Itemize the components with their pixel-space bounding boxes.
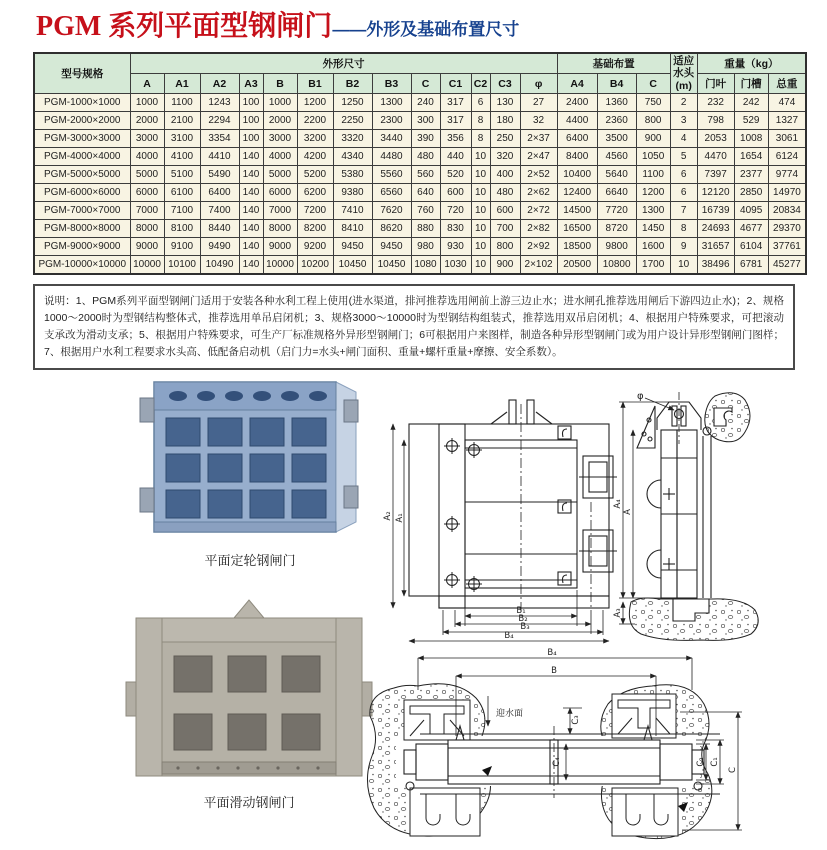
- value-cell: 900: [490, 256, 520, 275]
- water-face-label: 迎水面: [496, 709, 524, 719]
- col-header-C: C: [411, 74, 440, 94]
- value-cell: 14970: [768, 184, 806, 202]
- value-cell: 3100: [164, 130, 200, 148]
- value-cell: 5200: [297, 166, 333, 184]
- dim-label-a2: A₂: [383, 511, 393, 521]
- value-cell: 3320: [333, 130, 372, 148]
- value-cell: 6100: [164, 184, 200, 202]
- value-cell: 1700: [636, 256, 670, 275]
- front-elevation-svg: [383, 384, 827, 646]
- value-cell: 5560: [372, 166, 411, 184]
- dim-label-a1: A₁: [395, 513, 405, 523]
- value-cell: 100: [239, 112, 263, 130]
- frame-left-post: [136, 618, 162, 776]
- value-cell: 10450: [372, 256, 411, 275]
- dim-label-c: C: [728, 767, 738, 773]
- col-header-A: A: [130, 74, 164, 94]
- value-cell: 3061: [768, 130, 806, 148]
- value-cell: 38496: [697, 256, 734, 275]
- value-cell: 2400: [557, 94, 597, 112]
- sliding-gate-image: [116, 598, 382, 788]
- table-row: [34, 148, 806, 166]
- value-cell: 4: [670, 130, 697, 148]
- value-cell: 9490: [200, 238, 239, 256]
- value-cell: 798: [697, 112, 734, 130]
- value-cell: 1080: [411, 256, 440, 275]
- value-cell: 5000: [130, 166, 164, 184]
- value-cell: 6124: [768, 148, 806, 166]
- col-header-B3: B3: [372, 74, 411, 94]
- value-cell: 4480: [372, 148, 411, 166]
- value-cell: 1600: [636, 238, 670, 256]
- dim-label-b4: B₄: [504, 631, 514, 641]
- value-cell: 12400: [557, 184, 597, 202]
- col-model-spec: 型号规格: [34, 53, 130, 94]
- value-cell: 720: [440, 202, 471, 220]
- value-cell: 4560: [597, 148, 636, 166]
- value-cell: 130: [490, 94, 520, 112]
- value-cell: 6: [670, 166, 697, 184]
- model-cell: PGM-4000×4000: [34, 148, 130, 166]
- value-cell: 8620: [372, 220, 411, 238]
- value-cell: 2300: [372, 112, 411, 130]
- frame-right-post: [336, 618, 362, 776]
- value-cell: 9450: [333, 238, 372, 256]
- model-cell: PGM-7000×7000: [34, 202, 130, 220]
- value-cell: 400: [490, 166, 520, 184]
- photo-sliding-gate: [116, 598, 382, 793]
- col-header-B1: B1: [297, 74, 333, 94]
- value-cell: 7200: [297, 202, 333, 220]
- value-cell: 9800: [597, 238, 636, 256]
- value-cell: 14500: [557, 202, 597, 220]
- value-cell: 29370: [768, 220, 806, 238]
- table-row: [34, 130, 806, 148]
- value-cell: 6200: [297, 184, 333, 202]
- value-cell: 6400: [557, 130, 597, 148]
- value-cell: 529: [734, 112, 768, 130]
- value-cell: 6000: [263, 184, 297, 202]
- table-row: [34, 184, 806, 202]
- value-cell: 4200: [297, 148, 333, 166]
- value-cell: 7100: [164, 202, 200, 220]
- value-cell: 6781: [734, 256, 768, 275]
- value-cell: 10490: [200, 256, 239, 275]
- value-cell: 474: [768, 94, 806, 112]
- header-row-1: [34, 53, 806, 74]
- dim-label-c2: C₂: [696, 757, 706, 767]
- value-cell: 8000: [130, 220, 164, 238]
- value-cell: 356: [440, 130, 471, 148]
- spec-table: [33, 52, 807, 275]
- spec-table-body: [34, 94, 806, 275]
- value-cell: 4095: [734, 202, 768, 220]
- concrete-lintel: [705, 393, 750, 442]
- value-cell: 100: [239, 130, 263, 148]
- value-cell: 1300: [372, 94, 411, 112]
- notes-box: [33, 284, 795, 370]
- col-head-range: 适应水头(m): [670, 53, 697, 94]
- value-cell: 6400: [200, 184, 239, 202]
- value-cell: 4470: [697, 148, 734, 166]
- value-cell: 12120: [697, 184, 734, 202]
- value-cell: 1250: [333, 94, 372, 112]
- value-cell: 10200: [297, 256, 333, 275]
- side-view-lines: [629, 392, 758, 640]
- value-cell: 140: [239, 238, 263, 256]
- dim-label-c4: C₄: [552, 757, 562, 767]
- gate-bottom-rail: [154, 522, 336, 532]
- value-cell: 2: [670, 94, 697, 112]
- dim-label-b3: B₃: [520, 622, 530, 632]
- value-cell: 1100: [636, 166, 670, 184]
- value-cell: 10: [471, 220, 490, 238]
- model-cell: PGM-3000×3000: [34, 130, 130, 148]
- value-cell: 7000: [130, 202, 164, 220]
- value-cell: 750: [636, 94, 670, 112]
- front-elevation-drawing: [383, 384, 827, 651]
- photo2-caption: 平面滑动钢闸门: [203, 795, 295, 810]
- dim-label-b-plan: B: [551, 666, 557, 676]
- value-cell: 3000: [130, 130, 164, 148]
- value-cell: 600: [490, 202, 520, 220]
- value-cell: 760: [411, 202, 440, 220]
- value-cell: 10: [670, 256, 697, 275]
- title-sub: ——外形及基础布置尺寸: [332, 20, 520, 39]
- value-cell: 3200: [297, 130, 333, 148]
- col-header-A3: A3: [239, 74, 263, 94]
- value-cell: 2200: [297, 112, 333, 130]
- value-cell: 3354: [200, 130, 239, 148]
- table-row: [34, 256, 806, 275]
- bottom-seal: [162, 762, 336, 774]
- value-cell: 7410: [333, 202, 372, 220]
- table-row: [34, 238, 806, 256]
- col-header-总重: 总重: [768, 74, 806, 94]
- dim-label-b1: B₁: [516, 606, 526, 616]
- photo1-caption: 平面定轮钢闸门: [204, 553, 296, 568]
- title-main: PGM 系列平面型钢闸门: [36, 11, 333, 42]
- value-cell: 2×47: [520, 148, 557, 166]
- value-cell: 37761: [768, 238, 806, 256]
- value-cell: 2×72: [520, 202, 557, 220]
- value-cell: 930: [440, 238, 471, 256]
- value-cell: 8100: [164, 220, 200, 238]
- value-cell: 10100: [164, 256, 200, 275]
- value-cell: 480: [490, 184, 520, 202]
- value-cell: 2000: [263, 112, 297, 130]
- value-cell: 240: [411, 94, 440, 112]
- value-cell: 4000: [130, 148, 164, 166]
- value-cell: 800: [490, 238, 520, 256]
- col-header-A4: A4: [557, 74, 597, 94]
- table-row: [34, 112, 806, 130]
- value-cell: 2000: [130, 112, 164, 130]
- value-cell: 5380: [333, 166, 372, 184]
- value-cell: 232: [697, 94, 734, 112]
- value-cell: 100: [239, 94, 263, 112]
- front-view-lines: [409, 400, 617, 620]
- value-cell: 10: [471, 238, 490, 256]
- value-cell: 24693: [697, 220, 734, 238]
- value-cell: 250: [490, 130, 520, 148]
- table-row: [34, 166, 806, 184]
- value-cell: 9000: [130, 238, 164, 256]
- value-cell: 2100: [164, 112, 200, 130]
- value-cell: 8: [471, 112, 490, 130]
- value-cell: 1008: [734, 130, 768, 148]
- value-cell: 2377: [734, 166, 768, 184]
- value-cell: 2250: [333, 112, 372, 130]
- col-header-B: B: [263, 74, 297, 94]
- value-cell: 1300: [636, 202, 670, 220]
- value-cell: 140: [239, 256, 263, 275]
- value-cell: 1450: [636, 220, 670, 238]
- col-header-门槽: 门槽: [734, 74, 768, 94]
- value-cell: 6: [471, 94, 490, 112]
- value-cell: 9200: [297, 238, 333, 256]
- value-cell: 980: [411, 238, 440, 256]
- value-cell: 140: [239, 148, 263, 166]
- value-cell: 7000: [263, 202, 297, 220]
- value-cell: 800: [636, 112, 670, 130]
- frame-left-tab: [126, 682, 136, 716]
- value-cell: 8400: [557, 148, 597, 166]
- value-cell: 10800: [597, 256, 636, 275]
- col-header-A2: A2: [200, 74, 239, 94]
- value-cell: 7397: [697, 166, 734, 184]
- col-header-门叶: 门叶: [697, 74, 734, 94]
- col-header-C3: C3: [490, 74, 520, 94]
- value-cell: 3440: [372, 130, 411, 148]
- col-header-A1: A1: [164, 74, 200, 94]
- value-cell: 2×92: [520, 238, 557, 256]
- value-cell: 900: [636, 130, 670, 148]
- photo-fixed-wheel-gate: [128, 370, 372, 553]
- front-dim-labels: [383, 391, 644, 641]
- model-cell: PGM-2000×2000: [34, 112, 130, 130]
- value-cell: 7400: [200, 202, 239, 220]
- value-cell: 10000: [263, 256, 297, 275]
- model-cell: PGM-5000×5000: [34, 166, 130, 184]
- table-row: [34, 94, 806, 112]
- dim-label-b4-plan: B₄: [547, 648, 557, 658]
- value-cell: 10: [471, 166, 490, 184]
- value-cell: 1243: [200, 94, 239, 112]
- value-cell: 3000: [263, 130, 297, 148]
- frame-top-beam: [136, 618, 362, 642]
- col-group-weight: 重量（kg）: [697, 53, 806, 74]
- value-cell: 5100: [164, 166, 200, 184]
- value-cell: 700: [490, 220, 520, 238]
- value-cell: 45277: [768, 256, 806, 275]
- value-cell: 10: [471, 184, 490, 202]
- value-cell: 27: [520, 94, 557, 112]
- col-header-C2: C2: [471, 74, 490, 94]
- value-cell: 1360: [597, 94, 636, 112]
- value-cell: 6560: [372, 184, 411, 202]
- value-cell: 9: [670, 238, 697, 256]
- value-cell: 1030: [440, 256, 471, 275]
- value-cell: 8: [670, 220, 697, 238]
- value-cell: 390: [411, 130, 440, 148]
- value-cell: 480: [411, 148, 440, 166]
- value-cell: 3500: [597, 130, 636, 148]
- value-cell: 5640: [597, 166, 636, 184]
- value-cell: 10450: [333, 256, 372, 275]
- value-cell: 3: [670, 112, 697, 130]
- col-header-C1: C1: [440, 74, 471, 94]
- value-cell: 6: [670, 184, 697, 202]
- value-cell: 4340: [333, 148, 372, 166]
- value-cell: 140: [239, 166, 263, 184]
- value-cell: 8200: [297, 220, 333, 238]
- value-cell: 2850: [734, 184, 768, 202]
- value-cell: 1000: [130, 94, 164, 112]
- value-cell: 317: [440, 94, 471, 112]
- value-cell: 8440: [200, 220, 239, 238]
- dim-label-c3: C₃: [571, 715, 581, 725]
- value-cell: 8720: [597, 220, 636, 238]
- value-cell: 1327: [768, 112, 806, 130]
- value-cell: 1654: [734, 148, 768, 166]
- dim-label-a4: A₄: [613, 499, 623, 509]
- model-cell: PGM-1000×1000: [34, 94, 130, 112]
- value-cell: 4677: [734, 220, 768, 238]
- value-cell: 1100: [164, 94, 200, 112]
- page-title: [36, 4, 519, 44]
- value-cell: 2360: [597, 112, 636, 130]
- value-cell: 9000: [263, 238, 297, 256]
- col-group-outline: 外形尺寸: [130, 53, 557, 74]
- col-header-B4: B4: [597, 74, 636, 94]
- col-header-C: C: [636, 74, 670, 94]
- value-cell: 440: [440, 148, 471, 166]
- table-row: [34, 220, 806, 238]
- value-cell: 140: [239, 202, 263, 220]
- value-cell: 242: [734, 94, 768, 112]
- value-cell: 7620: [372, 202, 411, 220]
- value-cell: 8000: [263, 220, 297, 238]
- value-cell: 1050: [636, 148, 670, 166]
- value-cell: 20500: [557, 256, 597, 275]
- value-cell: 6000: [130, 184, 164, 202]
- value-cell: 4000: [263, 148, 297, 166]
- value-cell: 5000: [263, 166, 297, 184]
- value-cell: 2053: [697, 130, 734, 148]
- value-cell: 2×52: [520, 166, 557, 184]
- dim-label-phi: φ: [637, 391, 644, 402]
- value-cell: 9100: [164, 238, 200, 256]
- value-cell: 600: [440, 184, 471, 202]
- plan-view-drawing: [360, 646, 820, 850]
- value-cell: 830: [440, 220, 471, 238]
- dim-label-c1: C₁: [710, 757, 720, 767]
- value-cell: 1200: [636, 184, 670, 202]
- value-cell: 2×82: [520, 220, 557, 238]
- value-cell: 10: [471, 202, 490, 220]
- value-cell: 9380: [333, 184, 372, 202]
- lifting-lug: [234, 600, 264, 618]
- value-cell: 1200: [297, 94, 333, 112]
- value-cell: 7: [670, 202, 697, 220]
- value-cell: 180: [490, 112, 520, 130]
- value-cell: 4410: [200, 148, 239, 166]
- value-cell: 5: [670, 148, 697, 166]
- value-cell: 8410: [333, 220, 372, 238]
- value-cell: 6640: [597, 184, 636, 202]
- front-view-bolts: [444, 438, 482, 592]
- value-cell: 4100: [164, 148, 200, 166]
- spec-table-head: [34, 53, 806, 94]
- value-cell: 10: [471, 148, 490, 166]
- model-cell: PGM-8000×8000: [34, 220, 130, 238]
- value-cell: 9774: [768, 166, 806, 184]
- dim-label-b2: B₂: [518, 614, 528, 624]
- value-cell: 10000: [130, 256, 164, 275]
- value-cell: 140: [239, 184, 263, 202]
- value-cell: 2×37: [520, 130, 557, 148]
- value-cell: 6104: [734, 238, 768, 256]
- col-header-B2: B2: [333, 74, 372, 94]
- model-cell: PGM-10000×10000: [34, 256, 130, 275]
- value-cell: 1000: [263, 94, 297, 112]
- value-cell: 560: [411, 166, 440, 184]
- value-cell: 7720: [597, 202, 636, 220]
- value-cell: 32: [520, 112, 557, 130]
- value-cell: 20834: [768, 202, 806, 220]
- dim-label-a: A: [623, 509, 633, 515]
- value-cell: 2×62: [520, 184, 557, 202]
- value-cell: 9450: [372, 238, 411, 256]
- value-cell: 2294: [200, 112, 239, 130]
- value-cell: 4400: [557, 112, 597, 130]
- value-cell: 520: [440, 166, 471, 184]
- value-cell: 18500: [557, 238, 597, 256]
- value-cell: 300: [411, 112, 440, 130]
- dim-label-a3: A₃: [613, 608, 623, 618]
- value-cell: 2×102: [520, 256, 557, 275]
- notes-text: 说明：1、PGM系列平面型钢闸门适用于安装各种水利工程上使用(进水渠道，排河推荐选用闸前上游三边止水；进水闸孔推荐选用闸后下游四边止水)；2、规格1000～2000时为型钢结构整体式，推荐选用单吊启闭机；3、规格3000～10000时为型钢结构组装式，推荐选用双吊启闭机；4、根据用户特殊要求，可把滚动支承改为滑动支承；5、根据用户特殊要求，可生产厂标准规格外异形型钢闸门；6可根据用户来图样，制造各种异形型钢闸门或为用户设计异形型钢闸门图样；7、根据用户水利工程要求水头高、低配备启动机（启门力=水头+闸门面积、重量+螺杆重量+摩擦、安全系数）。: [44, 295, 784, 358]
- value-cell: 640: [411, 184, 440, 202]
- value-cell: 320: [490, 148, 520, 166]
- model-cell: PGM-9000×9000: [34, 238, 130, 256]
- value-cell: 16500: [557, 220, 597, 238]
- value-cell: 16739: [697, 202, 734, 220]
- value-cell: 31657: [697, 238, 734, 256]
- table-row: [34, 202, 806, 220]
- value-cell: 140: [239, 220, 263, 238]
- model-cell: PGM-6000×6000: [34, 184, 130, 202]
- value-cell: 880: [411, 220, 440, 238]
- value-cell: 8: [471, 130, 490, 148]
- col-header-φ: φ: [520, 74, 557, 94]
- value-cell: 10400: [557, 166, 597, 184]
- value-cell: 5490: [200, 166, 239, 184]
- col-group-foundation: 基础布置: [557, 53, 670, 74]
- value-cell: 317: [440, 112, 471, 130]
- value-cell: 10: [471, 256, 490, 275]
- fixed-wheel-gate-image: [128, 370, 372, 548]
- plan-view-svg: [360, 646, 820, 846]
